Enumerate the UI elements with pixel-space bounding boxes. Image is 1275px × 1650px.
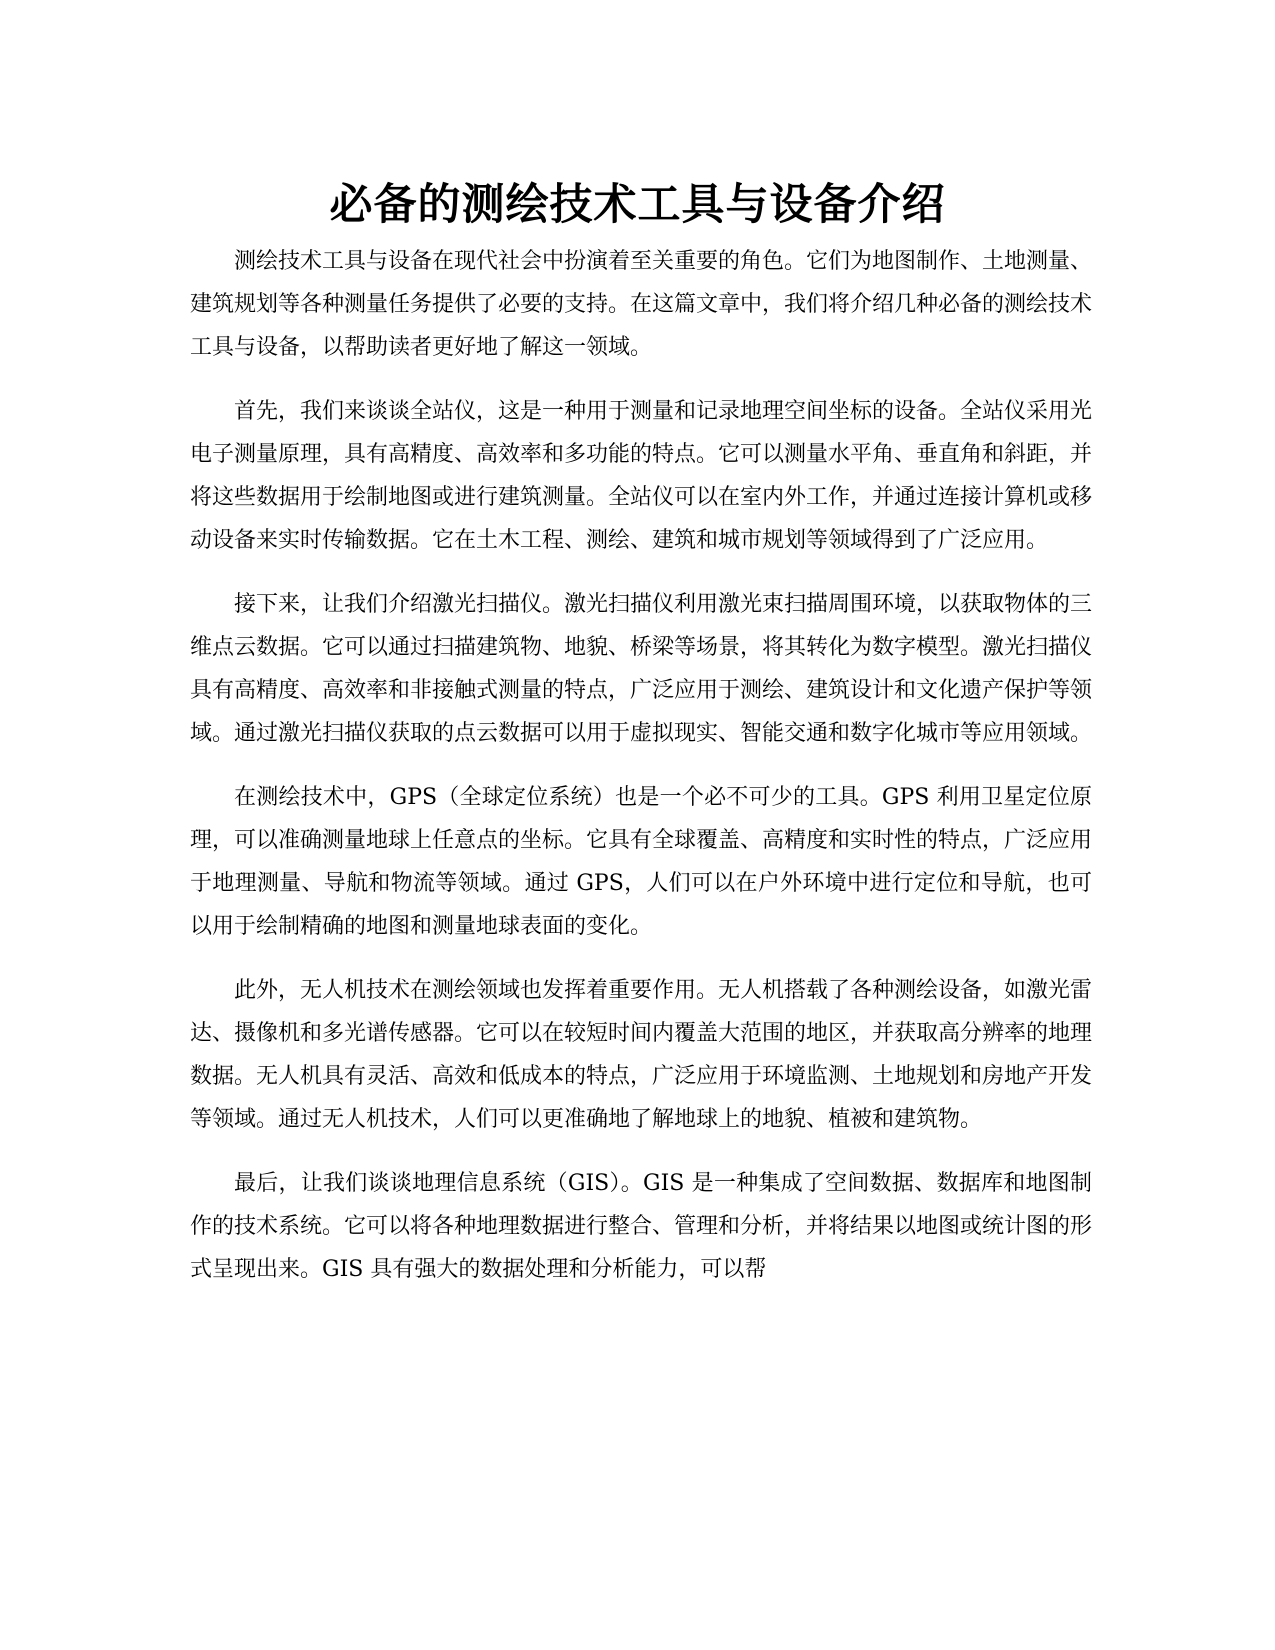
paragraph-laser-scanner: 接下来，让我们介绍激光扫描仪。激光扫描仪利用激光束扫描周围环境，以获取物体的三维点云数据。它可以通过扫描建筑物、地貌、桥梁等场景，将其转化为数字模型。激光扫描仪具有高精度、高效率和非接触式测量的特点，广泛应用于测绘、建筑设计和文化遗产保护等领域。通过激光扫描仪获取的点云数据可以用于虚拟现实、智能交通和数字化城市等应用领域。 [190, 592, 1093, 746]
document-title: 必备的测绘技术工具与设备介绍 [329, 179, 946, 230]
document-body [190, 240, 1092, 1312]
paragraph-gis: 最后，让我们谈谈地理信息系统（GIS）。GIS 是一种集成了空间数据、数据库和地图制作的技术系统。它可以将各种地理数据进行整合、管理和分析，并将结果以地图或统计图的形式呈现出来。GIS 具有强大的数据处理和分析能力，可以帮 [190, 1171, 1093, 1282]
paragraph-intro: 测绘技术工具与设备在现代社会中扮演着至关重要的角色。它们为地图制作、土地测量、建筑规划等各种测量任务提供了必要的支持。在这篇文章中，我们将介绍几种必备的测绘技术工具与设备，以帮助读者更好地了解这一领域。 [190, 249, 1093, 360]
paragraph-total-station: 首先，我们来谈谈全站仪，这是一种用于测量和记录地理空间坐标的设备。全站仪采用光电子测量原理，具有高精度、高效率和多功能的特点。它可以测量水平角、垂直角和斜距，并将这些数据用于绘制地图或进行建筑测量。全站仪可以在室内外工作，并通过连接计算机或移动设备来实时传输数据。它在土木工程、测绘、建筑和城市规划等领域得到了广泛应用。 [190, 399, 1093, 553]
paragraph-gps: 在测绘技术中，GPS（全球定位系统）也是一个必不可少的工具。GPS 利用卫星定位原理，可以准确测量地球上任意点的坐标。它具有全球覆盖、高精度和实时性的特点，广泛应用于地理测量、导航和物流等领域。通过 GPS，人们可以在户外环境中进行定位和导航，也可以用于绘制精确的地图和测量地球表面的变化。 [190, 785, 1093, 939]
paragraph-drone: 此外，无人机技术在测绘领域也发挥着重要作用。无人机搭载了各种测绘设备，如激光雷达、摄像机和多光谱传感器。它可以在较短时间内覆盖大范围的地区，并获取高分辨率的地理数据。无人机具有灵活、高效和低成本的特点，广泛应用于环境监测、土地规划和房地产开发等领域。通过无人机技术，人们可以更准确地了解地球上的地貌、植被和建筑物。 [190, 978, 1093, 1132]
